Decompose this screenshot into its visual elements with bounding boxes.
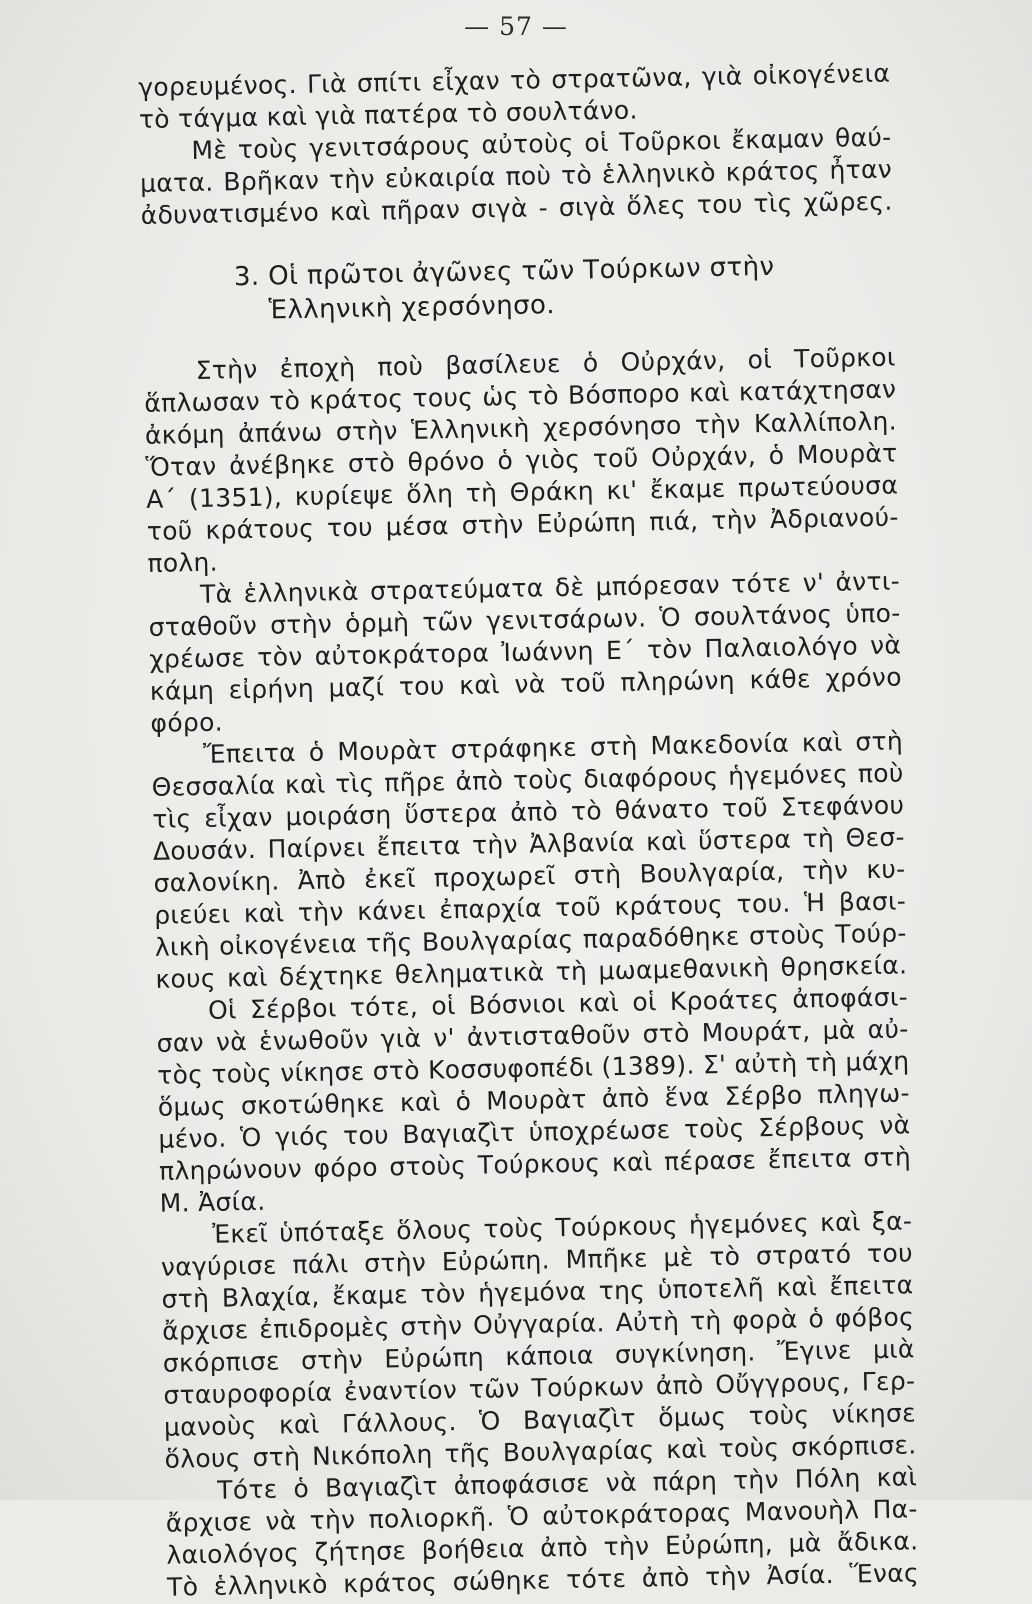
- text-line: ὅλους στὴ Νικόπολη τῆς Βουλγαρίας καὶ τοὺς σκόρπισε.: [164, 1430, 917, 1474]
- text-column: [138, 58, 919, 1604]
- text-line: γορευμένος. Γιὰ σπίτι εἶχαν τὸ στρατῶνα, γιὰ οἰκογένεια: [138, 58, 891, 102]
- paragraph: [151, 725, 908, 995]
- text-line: Α΄ (1351), κυρίεψε ὅλη τὴ Θράκη κι' ἔκαμε πρωτεύουσα: [145, 470, 899, 514]
- text-line: φόρο.: [150, 707, 224, 738]
- text-line: τὸ τάγμα καὶ γιὰ πατέρα τὸ σουλτάνο.: [138, 95, 638, 134]
- paragraph: [165, 1461, 919, 1603]
- text-line: Μ. Ἀσία.: [159, 1186, 266, 1218]
- text-line: Οἱ Σέρβοι τότε, οἱ Βόσνιοι καὶ οἱ Κροάτες ἀποφάσι-: [207, 982, 909, 1025]
- paragraph: [143, 342, 899, 580]
- text-line: λαιολόγος ζήτησε βοήθεια ἀπὸ τὴν Εὐρώπη, μὰ ἄδικα.: [166, 1526, 919, 1570]
- text-line: Μὲ τοὺς γενιτσάρους αὐτοὺς οἱ Τοῦρκοι ἔκαμαν θαύ-: [191, 122, 892, 165]
- section-heading-line-2: Ἑλληνικὴ χερσόνησο.: [268, 290, 556, 326]
- text-line: ναγύρισε πάλι στὴν Εὐρώπη. Μπῆκε μὲ τὸ στρατό του: [160, 1238, 914, 1282]
- text-line: σκόρπισε στὴν Εὐρώπη κάποια συγκίνηση. Ἔγινε μιὰ: [162, 1334, 915, 1378]
- text-line: Θεσσαλία καὶ τὶς πῆρε ἀπὸ τοὺς διαφόρους ἡγεμόνες ποὺ: [151, 758, 904, 802]
- text-line: σταυροφορία ἐναντίον τῶν Τούρκων ἀπὸ Οὔγγρους, Γερ-: [163, 1366, 916, 1410]
- text-line: σταθοῦν στὴν ὁρμὴ τῶν γενιτσάρων. Ὁ σουλτάνος ὑπο-: [148, 598, 901, 642]
- text-line: σαν νὰ ἑνωθοῦν γιὰ ν' ἀντισταθοῦν στὸ Μουράτ, μὰ αὐ-: [156, 1014, 909, 1058]
- text-line: ἀδυνατισμένο καὶ πῆραν σιγὰ - σιγὰ ὅλες του τὶς χῶρες.: [140, 186, 893, 230]
- text-line: τὶς εἶχαν μοιράση ὕστερα ἀπὸ τὸ θάνατο τοῦ Στεφάνου: [152, 790, 905, 834]
- text-line: Ἐκεῖ ὑπόταξε ὅλους τοὺς Τούρκους ἡγεμόνες καὶ ξα-: [212, 1206, 913, 1249]
- text-line: ριεύει καὶ τὴν κάνει ἐπαρχία τοῦ κράτους του. Ἡ βασι-: [153, 886, 907, 930]
- text-line: ὅμως σκοτώθηκε καὶ ὁ Μουρὰτ ἀπὸ ἕνα Σέρβο πληγω-: [157, 1078, 911, 1122]
- text-line: μένο. Ὁ γιός του Βαγιαζὶτ ὑποχρέωσε τοὺς Σέρβους νὰ: [158, 1110, 911, 1154]
- paragraph: [148, 565, 903, 739]
- text-line: χρέωσε τὸν αὐτοκράτορα Ἰωάννη Ε΄ τὸν Παλαιολόγο νὰ: [149, 630, 902, 674]
- text-line: κάμη εἰρήνη μαζί του καὶ νὰ τοῦ πληρώνη κάθε χρόνο: [149, 662, 903, 706]
- text-line: Τὸ ἑλληνικὸ κράτος σώθηκε τότε ἀπὸ τὴν Ἀσία. Ἕνας: [166, 1558, 920, 1602]
- page-number: — 57 —: [464, 12, 568, 41]
- section-heading-line-1: 3. Οἱ πρῶτοι ἀγῶνες τῶν Τούρκων στὴν: [233, 251, 775, 293]
- text-line: Τὰ ἑλληνικὰ στρατεύματα δὲ μπόρεσαν τότε ν' ἀντι-: [199, 566, 901, 609]
- paragraph: [139, 122, 893, 232]
- text-line: ἀκόμη ἀπάνω στὴν Ἑλληνικὴ χερσόνησο τὴν Καλλίπολη.: [144, 406, 898, 450]
- text-line: σαλονίκη. Ἀπὸ ἐκεῖ προχωρεῖ στὴ Βουλγαρία, τὴν κυ-: [153, 854, 906, 898]
- text-line: λικὴ οἰκογένεια τῆς Βουλγαρίας παραδόθηκε στοὺς Τούρ-: [154, 918, 907, 962]
- text-line: Δουσάν. Παίρνει ἔπειτα τὴν Ἀλβανία καὶ ὕστερα τὴ Θεσ-: [152, 822, 906, 866]
- paragraph: [156, 981, 912, 1219]
- text-line: Τότε ὁ Βαγιαζὶτ ἀποφάσισε νὰ πάρη τὴν Πόλη καὶ: [216, 1462, 918, 1505]
- text-line: στὴ Βλαχία, ἔκαμε τὸν ἡγεμόνα της ὑποτελῆ καὶ ἔπειτα: [161, 1270, 914, 1314]
- text-line: Στὴν ἐποχὴ ποὺ βασίλευε ὁ Οὐρχάν, οἱ Τοῦρκοι: [195, 342, 896, 385]
- text-line: τὸς τοὺς νίκησε στὸ Κοσσυφοπέδι (1389). Σ' αὐτὴ τὴ μάχη: [156, 1046, 910, 1090]
- text-line: πολη.: [147, 547, 219, 578]
- text-line: μανοὺς καὶ Γάλλους. Ὁ Βαγιαζὶτ ὅμως τοὺς νίκησε: [163, 1398, 917, 1442]
- text-line: τοῦ κράτους του μέσα στὴν Εὐρώπη πιά, τὴν Ἀδριανού-: [146, 502, 899, 546]
- text-line: ματα. Βρῆκαν τὴν εὐκαιρία ποὺ τὸ ἑλληνικὸ κράτος ἦταν: [139, 154, 893, 198]
- text-line: πληρώνουν φόρο στοὺς Τούρκους καὶ πέρασε ἔπειτα στὴ: [158, 1142, 912, 1186]
- text-line: Ἔπειτα ὁ Μουρὰτ στράφηκε στὴ Μακεδονία καὶ στὴ: [202, 726, 904, 769]
- text-line: ἄρχισε ἐπιδρομὲς στὴν Οὐγγαρία. Αὐτὴ τὴ φορὰ ὁ φόβος: [161, 1302, 915, 1346]
- text-line: κους καὶ δέχτηκε θεληματικὰ τὴ μωαμεθανικὴ θρησκεία.: [155, 950, 908, 994]
- paragraph: [160, 1205, 917, 1475]
- text-line: ἅπλωσαν τὸ κράτος τους ὡς τὸ Βόσπορο καὶ κατάχτησαν: [144, 374, 897, 418]
- text-line: ἄρχισε νὰ τὴν πολιορκῆ. Ὁ αὐτοκράτορας Μανουὴλ Πα-: [165, 1494, 919, 1538]
- text-line: Ὅταν ἀνέβηκε στὸ θρόνο ὁ γιὸς τοῦ Οὐρχάν, ὁ Μουρὰτ: [145, 438, 898, 482]
